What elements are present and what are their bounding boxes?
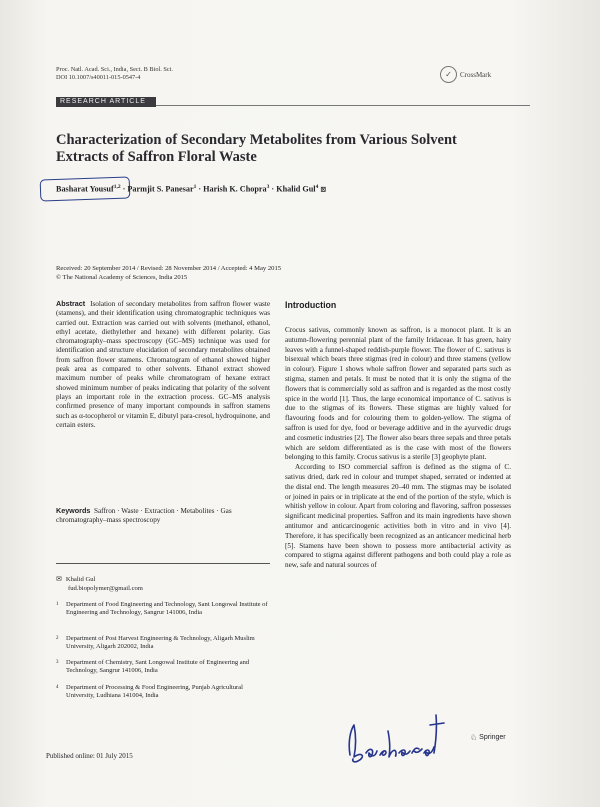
- title-line: Extracts of Saffron Floral Waste: [56, 149, 257, 165]
- journal-line: Proc. Natl. Acad. Sci., India, Sect. B Biol. Sci.: [56, 66, 174, 73]
- footnote-divider: [56, 563, 270, 564]
- title-line: Characterization of Secondary Metabolites from Various Solvent: [56, 132, 457, 148]
- affiliation: [56, 684, 270, 701]
- corresponding-author-icon: ⊠: [320, 185, 327, 194]
- crossmark-logo[interactable]: [440, 66, 491, 83]
- keywords-text: Saffron · Waste · Extraction · Metabolites · Gas chromatography–mass spectroscopy: [56, 507, 232, 525]
- affiliation-number: 1: [56, 602, 59, 607]
- introduction-body: [285, 326, 511, 571]
- received-dates: Received: 20 September 2014 / Revised: 28 November 2014 / Accepted: 4 May 2015: [56, 265, 282, 272]
- affiliation-text: Department of Chemistry, Sant Longowal Institute of Engineering and Technology, Sangrur 141006, India: [66, 659, 250, 675]
- author-affiliation-sup: 1,2: [113, 184, 121, 190]
- publisher-name: Springer: [479, 734, 506, 741]
- header-divider: [156, 105, 530, 106]
- article-type-badge: RESEARCH ARTICLE: [56, 97, 156, 107]
- keywords-label: Keywords: [56, 506, 91, 515]
- affiliation-number: 4: [56, 685, 59, 690]
- author-name[interactable]: Harish K. Chopra: [203, 184, 267, 194]
- journal-citation: [56, 66, 173, 82]
- affiliation: [56, 601, 270, 618]
- affiliation-number: 3: [56, 660, 59, 665]
- affiliation: [56, 635, 270, 652]
- article-title: [56, 132, 526, 166]
- author-list: Basharat Yousuf$^{1,2}$ · Parmjit S. Panesar$^1$ · Harish K. Chopra$^3$ · Khalid Gul$^4$ ⊠: [56, 184, 327, 194]
- abstract-text: Isolation of secondary metabolites from saffron flower waste (stamens), and their identification using chromatographic techniques was carried out. Extraction was carried out with solvents (methanol, ethanol, ethyl acetate, diethylether and hexane) with different polarity. Gas chromatography–mass spectroscopy (GC–MS) technique was used for identification and structure elucidation of secondary metabolites obtained from saffron flower stamens. Chromatogram of ethanol showed higher peak area as compared to other solvents. Ethanol extract showed maximum number of peaks while chromatogram of hexane extract showed minimum number of peaks indicating that polarity of the solvent plays an important role in the extraction process. GC–MS analysis confirmed presence of many important compounds in saffron stamens such as α-tocopherol or vitamin E, dibutyl para-cresol, hydroquinone, and certain esters.: [56, 300, 271, 429]
- author-affiliation-sup: 1: [193, 184, 197, 190]
- affiliation-text: Department of Post Harvest Engineering & Technology, Aligarh Muslim University, Aligarh 202002, India: [66, 635, 255, 651]
- publisher-logo: [470, 733, 506, 742]
- affiliation-text: Department of Processing & Food Engineering, Punjab Agricultural University, Ludhiana 141004, India: [66, 684, 243, 700]
- crossmark-icon: ✓: [440, 66, 457, 83]
- affiliation-text: Department of Food Engineering and Technology, Sant Longowal Institute of Engineering and Technology, Sangrur 141006, India: [66, 601, 268, 617]
- doi-line: DOI 10.1007/s40011-015-0547-4: [56, 74, 141, 81]
- keywords: [56, 506, 270, 526]
- author-affiliation-sup: 4: [315, 184, 319, 190]
- crossmark-label: CrossMark: [460, 70, 492, 79]
- abstract-label: Abstract: [56, 299, 86, 308]
- contact-email[interactable]: fud.biopolymer@gmail.com: [68, 584, 143, 592]
- paragraph: Crocus sativus, commonly known as saffron, is a monocot plant. It is an autumn-flowering perennial plant of the family Iridaceae. It has green, hairy leaves with a funnel-shaped reddish-purple flower. The flower of C. sativus is bisexual which bears three stigmas (red in colour) and three stamens (yellow in colour). Figure 1 shows whole saffron flower and separated parts such as stigma, stamen and petals. It must be noted that it is only the stigma of the flowers that is commercially sold as saffron and is regarded as the most costly spice in the world [1]. Thus, the large economical importance of C. sativus is due to the stigmas of its flowers. These stigmas are highly valued for flavouring foods and for colouring them to golden-yellow. The stigma of saffron is used for dye, food or beverage additive and in the ayurvedic drugs and cosmetic industries [2]. The flower also bears three sepals and three petals which are seldom differentiated as is the case with most of the flowers belonging to this family. Crocus sativus is a sterile [3] geophyte plant.: [285, 326, 511, 462]
- paragraph: According to ISO commercial saffron is defined as the stigma of C. sativus dried, dark red in colour and trumpet shaped, serrated or indented at the distal end. The length measures 20–40 mm. The stigmas may be isolated or joined in pairs or in triplicate at the end of the portion of the style, which is whitish yellow in colour. Apart from coloring and flavoring, saffron possesses significant medicinal properties. Saffron and its main ingredients have shown antitumor and anticarcinogenic activities both in vitro and in vivo [4]. Therefore, it has specifically been recognized as an anticancer medicinal herb [5]. Stamens have been shown to possess more antibacterial activity as compared to stigma against different pathogens and both could play a role as new, safe and natural sources of: [285, 463, 511, 570]
- contact-name: Khalid Gul: [65, 576, 96, 583]
- author-name[interactable]: Khalid Gul: [276, 184, 316, 194]
- abstract: [56, 299, 270, 430]
- affiliation: [56, 659, 270, 676]
- author-name[interactable]: Basharat Yousuf: [56, 184, 114, 194]
- author-affiliation-sup: 3: [266, 184, 270, 190]
- history-dates: [56, 265, 281, 282]
- published-online: Published online: 01 July 2015: [46, 752, 133, 760]
- copyright-line: © The National Academy of Sciences, India 2015: [56, 273, 188, 281]
- introduction-heading: Introduction: [285, 300, 337, 310]
- author-name[interactable]: Parmjit S. Panesar: [127, 184, 194, 194]
- envelope-icon: ✉: [56, 575, 62, 583]
- handwritten-signature: [344, 695, 454, 775]
- corresponding-contact: [56, 575, 143, 593]
- springer-horse-icon: ♘: [470, 733, 478, 742]
- affiliation-number: 2: [56, 636, 59, 641]
